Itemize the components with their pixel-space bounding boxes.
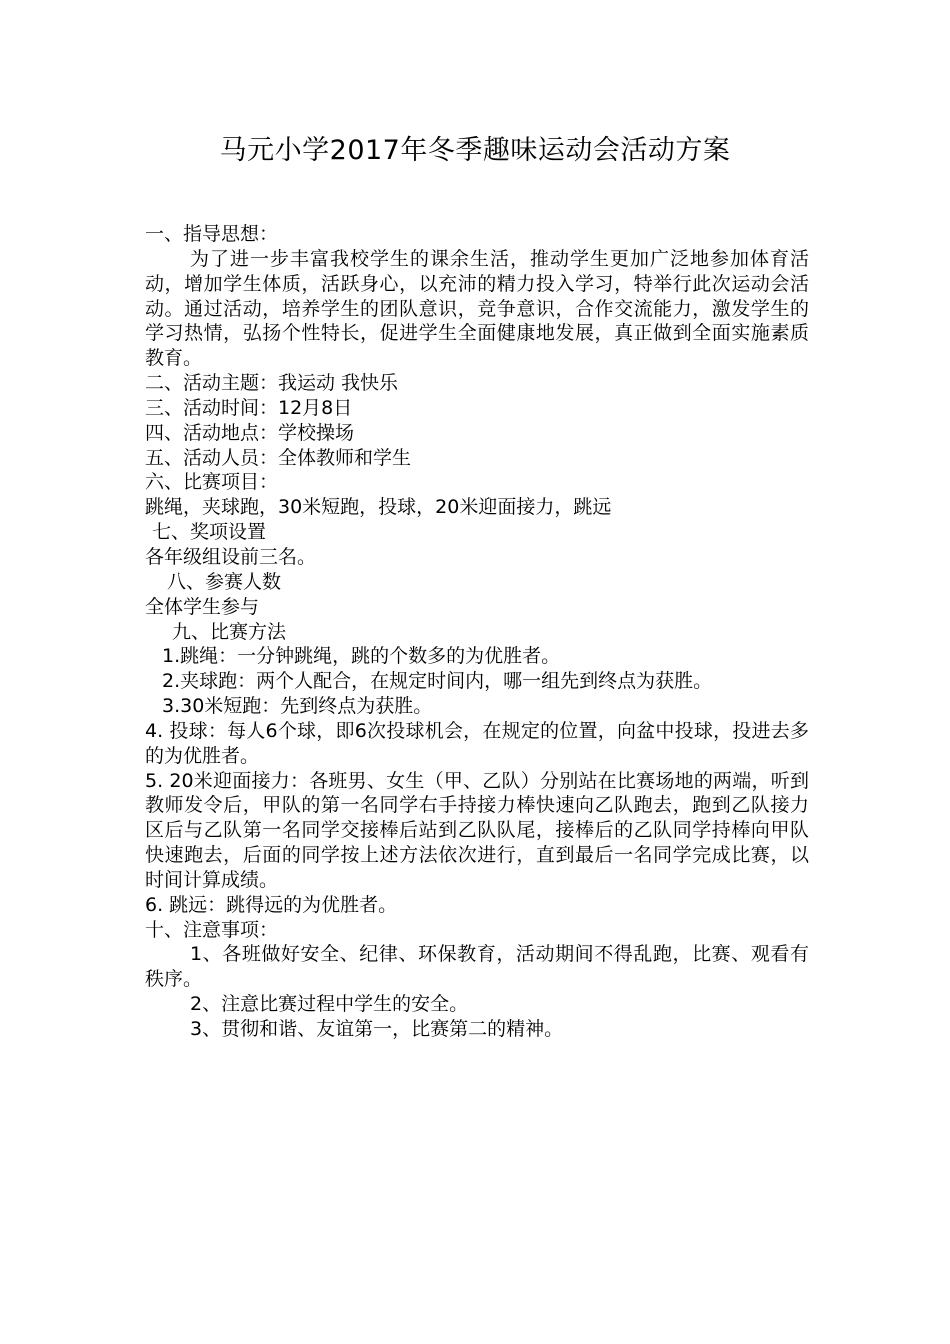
note-item-safety: 1、各班做好安全、纪律、环保教育，活动期间不得乱跑，比赛、观看有秩序。 [145, 943, 809, 991]
events-list: 跳绳，夹球跑，30米短跑，投球，20米迎面接力，跳远 [145, 496, 612, 519]
note-item-student-safety: 2、注意比赛过程中学生的安全。 [190, 993, 469, 1016]
section-theme: 二、活动主题：我运动 我快乐 [145, 372, 399, 395]
method-item-jump-rope: 1.跳绳：一分钟跳绳，跳的个数多的为优胜者。 [162, 645, 561, 668]
note-item-spirit: 3、贯彻和谐、友谊第一，比赛第二的精神。 [190, 1018, 564, 1040]
method-item-long-jump: 6. 跳远：跳得远的为优胜者。 [145, 893, 398, 916]
section-time: 三、活动时间：12月8日 [145, 396, 353, 419]
document-title: 马元小学2017年冬季趣味运动会活动方案 [219, 135, 731, 166]
method-item-relay: 5. 20米迎面接力：各班男、女生（甲、乙队）分别站在比赛场地的两端，听到教师发令后，甲队的第一名同学右手持接力棒快速向乙队跑去，跑到乙队接力区后与乙队第一名同学交接棒后站到乙队队尾，接棒后的乙队同学持棒向甲队快速跑去，后面的同学按上述方法依次进行，直到最后一名同学完成比赛，以时间计算成绩。 [145, 769, 809, 891]
section-heading-events: 六、比赛项目： [145, 471, 279, 494]
section-heading-notes: 十、注意事项： [145, 918, 279, 941]
section-heading-guiding-idea: 一、指导思想： [145, 223, 279, 245]
section-location: 四、活动地点：学校操场 [145, 421, 355, 444]
document-body [145, 222, 809, 1042]
paragraph-guiding-idea: 为了进一步丰富我校学生的课余生活，推动学生更加广泛地参加体育活动，增加学生体质，活跃身心，以充沛的精力投入学习，特举行此次运动会活动。通过活动，培养学生的团队意识，竞争意识，合作交流能力，激发学生的学习热情，弘扬个性特长，促进学生全面健康地发展，真正做到全面实施素质教育。 [145, 247, 809, 370]
method-item-throw: 4. 投球：每人6个球，即6次投球机会，在规定的位置，向盆中投球，投进去多的为优胜者。 [145, 719, 809, 767]
section-heading-entrants: 八、参赛人数 [167, 570, 282, 593]
entrants-text: 全体学生参与 [145, 595, 260, 618]
method-item-ball-run: 2.夹球跑：两个人配合，在规定时间内，哪一组先到终点为获胜。 [162, 670, 713, 693]
method-item-sprint: 3.30米短跑：先到终点为获胜。 [162, 695, 433, 718]
section-participants: 五、活动人员：全体教师和学生 [145, 446, 412, 469]
awards-text: 各年级组设前三名。 [145, 545, 317, 568]
section-heading-awards: 七、奖项设置 [152, 521, 267, 544]
section-heading-methods: 九、比赛方法 [172, 620, 287, 643]
